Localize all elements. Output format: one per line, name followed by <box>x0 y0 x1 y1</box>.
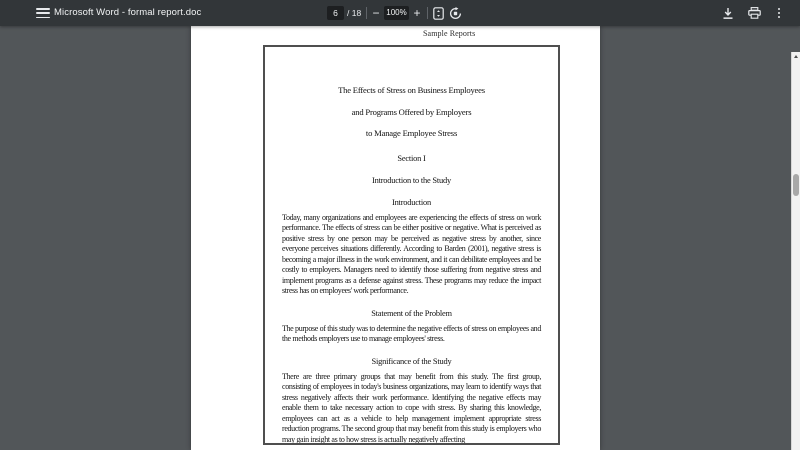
page-border-box <box>263 45 560 445</box>
zoom-out-button[interactable]: − <box>370 0 382 26</box>
section-body: Today, many organizations and employees are experiencing the effects of stress on work performance. The effects of stress can be either positive or negative. What is perceived as positive stress by one person may be perceived as negative stress by another, since everyone perceives situations differently. According to Barden (2001), negative stress is becoming a major illness in the work environment, and it can debilitate employees and be costly to employers. Managers need to identify those suffering from negative stress and implement programs as a defense against stress. These programs may reduce the impact stress has on employees' work performance. <box>282 212 541 295</box>
document-section <box>282 356 541 446</box>
section-body: The purpose of this study was to determine the negative effects of stress on employees and the methods employers use to manage employees' stress. <box>282 323 541 343</box>
section-body: There are three primary groups that may benefit from this study. The first group, consisting of employees in today's business organizations, may learn to identify ways that stress negatively affects their work performance. Identifying the negative effects may enable them to take necessary action to cope with stress. By sharing this knowledge, employees can act as a vehicle to help management implement appropriate stress reduction programs. The second group that may benefit from this study is employers who may gain insight as to how stress is actually negatively affecting <box>282 371 541 444</box>
toolbar-divider <box>366 7 367 19</box>
report-title-line: to Manage Employee Stress <box>365 128 458 138</box>
print-icon <box>748 7 761 19</box>
page-count-label: / 18 <box>347 8 362 18</box>
vertical-scrollbar[interactable] <box>791 52 800 450</box>
download-icon <box>722 7 734 20</box>
report-title-line: The Effects of Stress on Business Employees <box>338 85 485 95</box>
section-heading: Statement of the Problem <box>371 308 452 318</box>
download-button[interactable] <box>720 0 736 26</box>
section-heading: Introduction <box>391 197 431 207</box>
zoom-in-button[interactable]: + <box>411 0 423 26</box>
document-section <box>282 308 541 345</box>
toolbar-divider <box>427 7 428 19</box>
section-heading: Significance of the Study <box>371 356 452 366</box>
fit-page-button[interactable] <box>431 0 446 26</box>
document-section <box>282 197 541 297</box>
report-title-line: and Programs Offered by Employers <box>351 106 472 117</box>
page-number-input[interactable]: 6 <box>327 6 344 20</box>
scrollbar-thumb[interactable] <box>793 174 799 196</box>
zoom-level-input[interactable]: 100% <box>384 6 409 20</box>
fit-page-icon <box>433 7 444 20</box>
section-title: Section I <box>397 153 426 163</box>
running-header: Sample Reports <box>423 29 476 38</box>
section-subtitle: Introduction to the Study <box>372 175 451 185</box>
pdf-viewer-toolbar <box>0 0 800 26</box>
rotate-button[interactable] <box>448 0 463 26</box>
document-title: Microsoft Word - formal report.doc <box>54 7 202 18</box>
report-title <box>282 80 541 145</box>
scroll-up-arrow-icon[interactable] <box>794 55 798 58</box>
rotate-icon <box>449 7 462 20</box>
more-options-button[interactable] <box>773 0 785 26</box>
document-page <box>191 26 600 450</box>
viewer-area <box>0 26 800 450</box>
print-button[interactable] <box>746 0 762 26</box>
menu-button[interactable] <box>36 8 50 18</box>
